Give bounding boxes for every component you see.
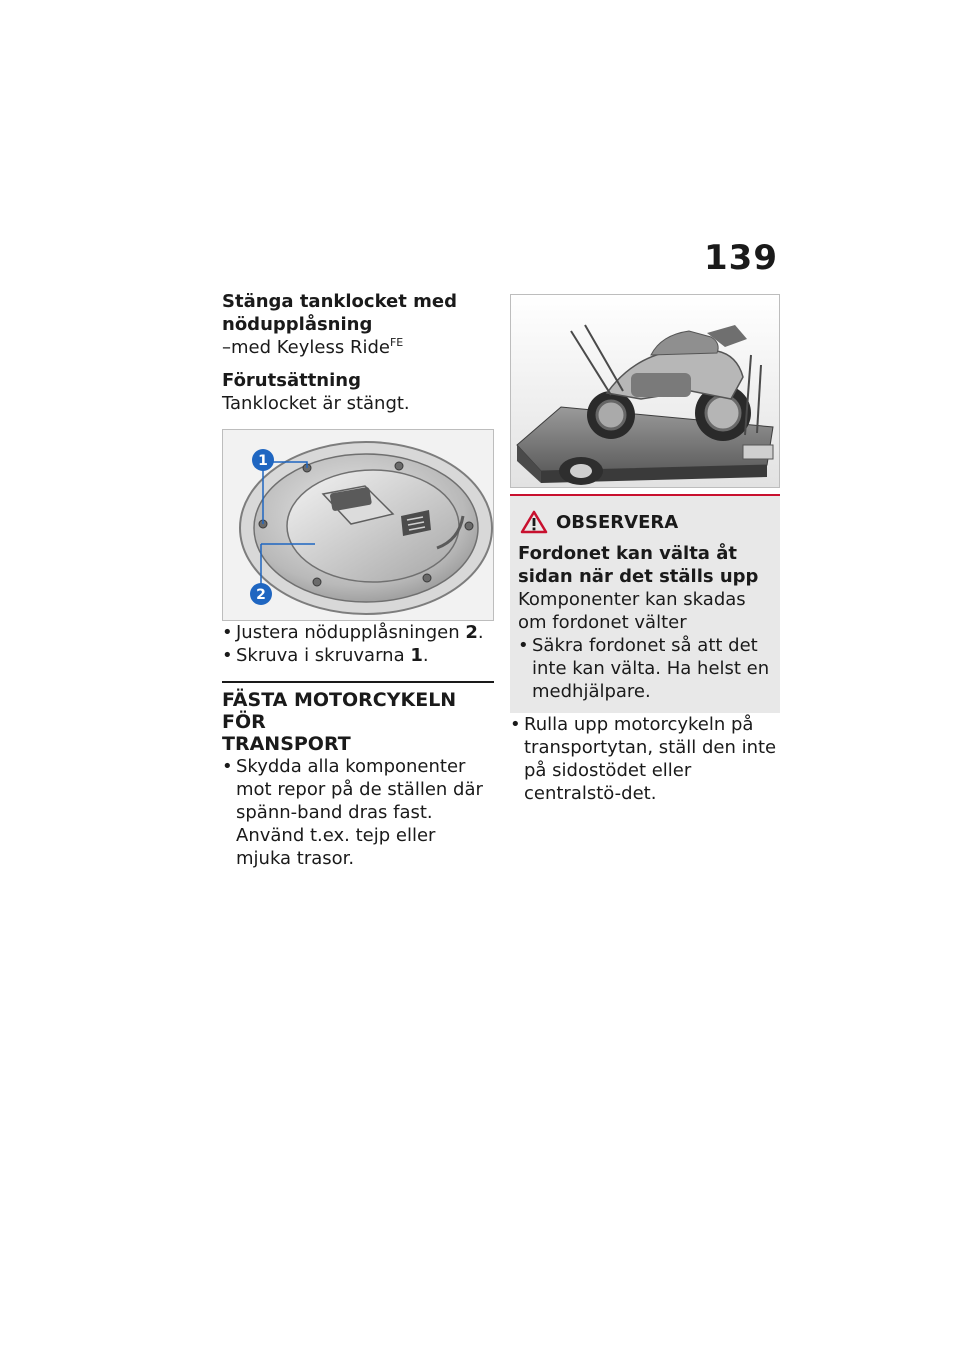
prereq-title: Förutsättning (222, 370, 361, 391)
fuel-cap-figure (222, 429, 494, 621)
step-list (222, 621, 494, 667)
notice-header (518, 510, 770, 534)
section-title: FÄSTA MOTORCYKELN FÖR TRANSPORT (222, 689, 457, 755)
motorcycle-trailer-figure (510, 294, 780, 488)
fuel-cap-illustration (223, 430, 493, 620)
notice-headline: Fordonet kan välta åt sidan när det ställs upp (518, 543, 759, 587)
warning-triangle-icon (520, 510, 548, 534)
bullet-dot-icon: • (222, 645, 233, 666)
notice-box (510, 494, 780, 713)
procedure-heading: Stänga tanklocket med nödupplåsning (222, 291, 457, 335)
list-item: • Skydda alla komponenter mot repor på de ställen där spänn-band dras fast. Använd t.ex. tejp eller mjuka trasor. (222, 756, 483, 869)
list-item: • Skruva i skruvarna 1. (222, 645, 429, 666)
list-item: • Rulla upp motorcykeln på transportytan, ställ den inte på sidostödet eller centralstö-det. (510, 714, 777, 804)
motorcycle-on-trailer-illustration (511, 295, 779, 487)
prereq-text: Tanklocket är stängt. (222, 393, 410, 414)
list-item: • Säkra fordonet så att det inte kan välta. Ha helst en medhjälpare. (518, 635, 770, 702)
bullet-dot-icon: • (510, 714, 521, 735)
page-number: 139 (704, 238, 778, 278)
notice-label: OBSERVERA (556, 511, 679, 533)
section-bullets (222, 755, 494, 870)
callout-1: 1 (258, 453, 268, 469)
bullet-dot-icon: • (222, 756, 233, 777)
notice-body: Komponenter kan skadas om fordonet välter (518, 589, 746, 633)
fe-superscript: FE (389, 336, 404, 349)
condition-line: –med Keyless Ride$^{FE}$ (222, 336, 404, 358)
bullet-dot-icon: • (222, 622, 233, 643)
right-bullets (510, 713, 780, 805)
right-column (510, 294, 780, 805)
section-divider (222, 681, 494, 755)
notice-bullets (518, 634, 770, 703)
list-item: • Justera nödupplåsningen 2. (222, 622, 484, 643)
bullet-dot-icon: • (518, 635, 529, 656)
left-column (222, 290, 494, 870)
callout-2: 2 (256, 587, 266, 603)
